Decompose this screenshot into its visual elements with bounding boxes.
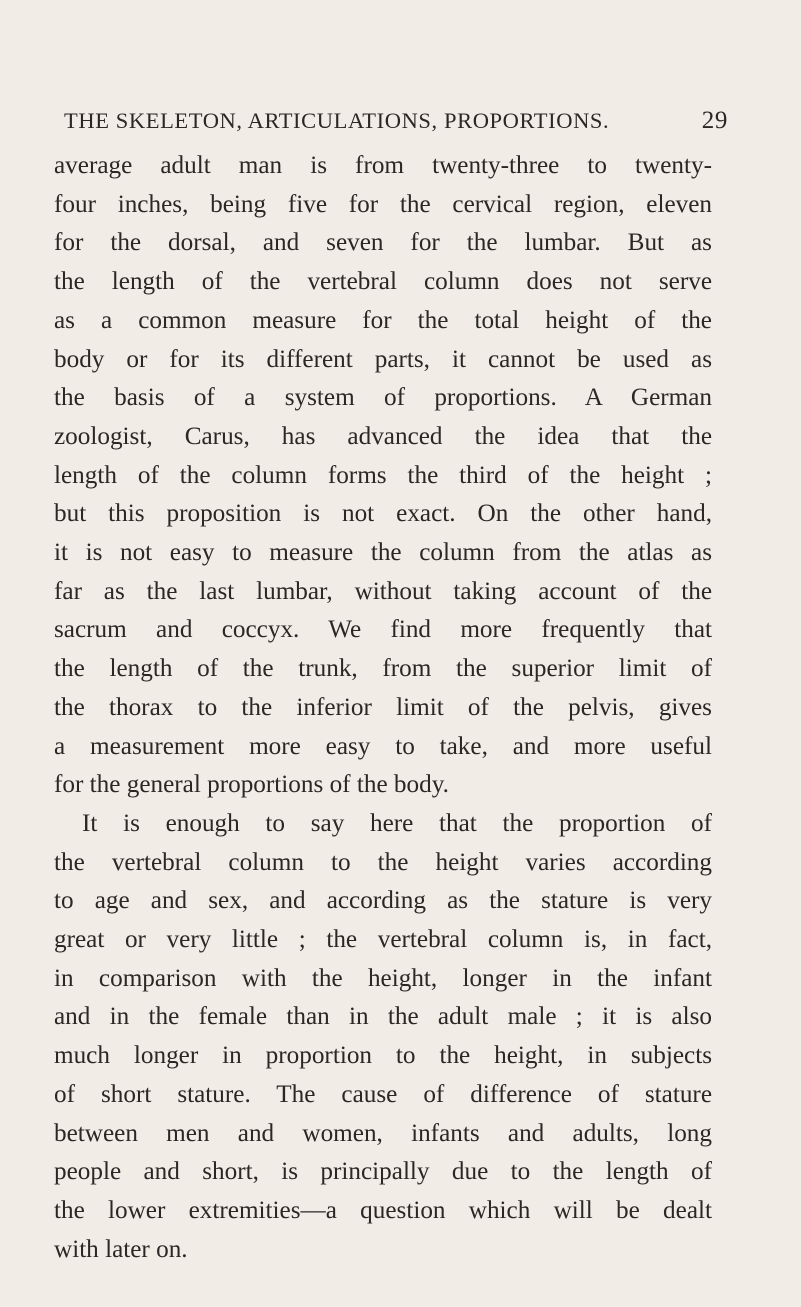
text-line: it is not easy to measure the column from the atlas as bbox=[54, 539, 712, 566]
text-line: and in the female than in the adult male ; it is also bbox=[54, 1003, 712, 1031]
text-line: as a common measure for the total height of the bbox=[54, 306, 712, 334]
page-number: 29 bbox=[701, 107, 728, 134]
text-line: the length of the vertebral column does not serve bbox=[54, 268, 712, 296]
text-line: the lower extremities—a question which will be dealt bbox=[54, 1196, 712, 1224]
text-line: the basis of a system of proportions. A German bbox=[54, 384, 712, 412]
text-line: for the general proportions of the body. bbox=[54, 771, 449, 799]
text-line: It is enough to say here that the proportion of bbox=[82, 809, 712, 837]
text-line: of short stature. The cause of difference of stature bbox=[54, 1080, 712, 1108]
running-header bbox=[64, 104, 728, 138]
text-line: far as the last lumbar, without taking account of the bbox=[54, 577, 712, 605]
text-line: in comparison with the height, longer in the infant bbox=[54, 964, 712, 992]
text-line: great or very little ; the vertebral column is, in fact, bbox=[54, 926, 712, 953]
text-line: a measurement more easy to take, and more useful bbox=[54, 732, 712, 760]
text-line: sacrum and coccyx. We find more frequently that bbox=[54, 616, 712, 644]
text-line: the vertebral column to the height varies according bbox=[54, 848, 712, 876]
text-line: between men and women, infants and adults, long bbox=[54, 1119, 712, 1147]
text-line: body or for its different parts, it cannot be used as bbox=[54, 345, 712, 373]
text-line: zoologist, Carus, has advanced the idea that the bbox=[54, 422, 712, 450]
running-header-title: THE SKELETON, ARTICULATIONS, PROPORTIONS. bbox=[64, 108, 610, 133]
text-line: with later on. bbox=[54, 1235, 188, 1263]
text-line: length of the column forms the third of the height ; bbox=[54, 461, 712, 489]
text-line: the thorax to the inferior limit of the pelvis, gives bbox=[54, 693, 712, 721]
text-line: to age and sex, and according as the stature is very bbox=[54, 887, 712, 915]
text-line: four inches, being five for the cervical region, eleven bbox=[54, 190, 712, 218]
text-line: for the dorsal, and seven for the lumbar. But as bbox=[54, 229, 712, 257]
text-line: much longer in proportion to the height, in subjects bbox=[54, 1042, 712, 1070]
text-line: but this proposition is not exact. On the other hand, bbox=[54, 500, 712, 528]
text-line: average adult man is from twenty-three to twenty- bbox=[54, 152, 712, 179]
text-line: the length of the trunk, from the superior limit of bbox=[54, 655, 712, 683]
text-line: people and short, is principally due to the length of bbox=[54, 1158, 712, 1186]
